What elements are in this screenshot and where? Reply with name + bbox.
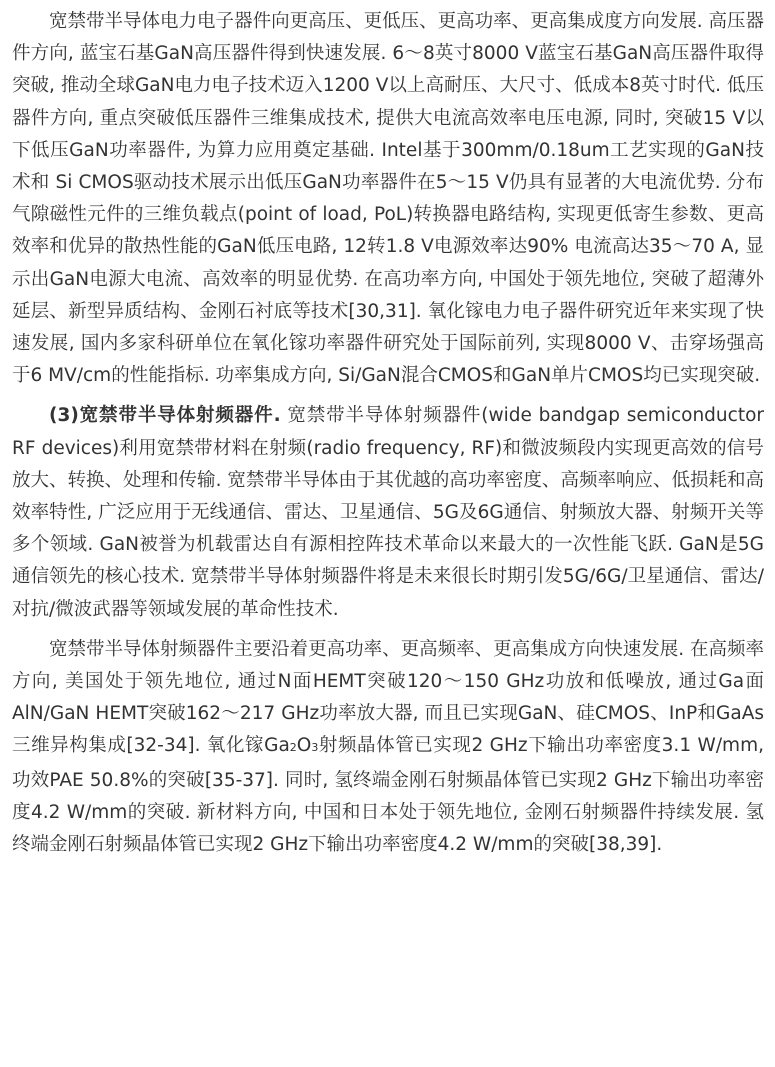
document-body <box>12 6 764 861</box>
section-heading: (3)宽禁带半导体射频器件. <box>49 405 281 427</box>
paragraph-text-mid: O <box>296 735 312 757</box>
paragraph-text: 宽禁带半导体电力电子器件向更高压、更低压、更高功率、更高集成度方向发展. 高压器件方向, 蓝宝石基GaN高压器件得到快速发展. 6～8英寸8000 V蓝宝石基GaN高压器件取得突破, 推动全球GaN电力电子技术迈入1200 V以上高耐压、大尺寸、低成本8英寸时代. 低压器件方向, 重点突破低压器件三维集成技术, 提供大电流高效率电压电源, 同时, 突破15 V以下低压GaN功率器件, 为算力应用奠定基础. Intel基于300mm/0.18um工艺实现的GaN技术和 Si CMOS驱动技术展示出低压GaN功率器件在5～15 V仍具有显著的大电流优势. 分布气隙磁性元件的三维负载点(point of load, PoL)转换器电路结构, 实现更低寄生参数、更高效率和优异的散热性能的GaN低压电路, 12转1.8 V电源效率达90% 电流高达35～70 A, 显示出GaN电源大电流、高效率的明显优势. 在高功率方向, 中国处于领先地位, 突破了超薄外延层、新型异质结构、金刚石衬底等技术[30,31]. 氧化镓电力电子器件研究近年来实现了快速发展, 国内多家科研单位在氧化镓功率器件研究处于国际前列, 实现8000 V、击穿场强高于6 MV/cm的性能指标. 功率集成方向, Si/GaN混合CMOS和GaN单片CMOS均已实现突破. <box>12 11 764 387</box>
paragraph-text-after: 射频晶体管已实现2 GHz下输出功率密度3.1 W/mm, 功效PAE 50.8%的突破[35-37]. 同时, 氢终端金刚石射频晶体管已实现2 GHz下输出功率密度4.2 W/mm的突破. 新材料方向, 中国和日本处于领先地位, 金刚石射频器件持续发展. 氢终端金刚石射频晶体管已实现2 GHz下输出功率密度4.2 W/mm的突破[38,39]. <box>12 735 764 856</box>
paragraph-text: 宽禁带半导体射频器件(wide bandgap semiconductor RF devices)利用宽禁带材料在射频(radio frequency, RF)和微波频段内实现更高效的信号放大、转换、处理和传输. 宽禁带半导体由于其优越的高功率密度、高频率响应、低损耗和高效率特性, 广泛应用于无线通信、雷达、卫星通信、5G及6G通信、射频放大器、射频开关等多个领域. GaN被誉为机载雷达自有源相控阵技术革命以来最大的一次性能飞跃. GaN是5G通信领先的核心技术. 宽禁带半导体射频器件将是未来很长时期引发5G/6G/卫星通信、雷达/对抗/微波武器等领域发展的革命性技术. <box>12 405 764 620</box>
paragraph-rf-devices <box>12 400 764 625</box>
paragraph-rf-development <box>12 634 764 861</box>
subscript: 2 <box>289 741 297 755</box>
paragraph-text-before: 宽禁带半导体射频器件主要沿着更高功率、更高频率、更高集成方向快速发展. 在高频率方向, 美国处于领先地位, 通过N面HEMT突破120～150 GHz功放和低噪放, 通过Ga面AlN/GaN HEMT突破162～217 GHz功率放大器, 而且已实现GaN、硅CMOS、InP和GaAs三维异构集成[32-34]. 氧化镓Ga <box>12 638 764 757</box>
paragraph-power-electronics <box>12 6 764 392</box>
subscript: 3 <box>311 741 319 755</box>
